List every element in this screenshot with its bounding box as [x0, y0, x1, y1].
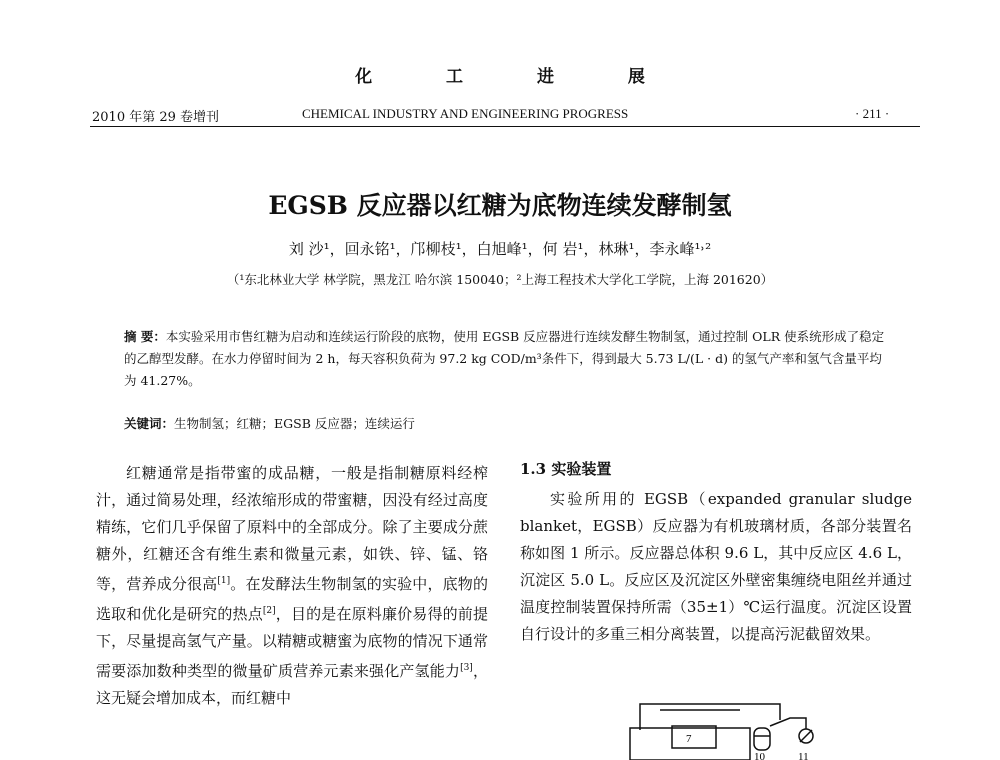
- keywords-label: 关键词：: [124, 416, 175, 431]
- keywords: [124, 414, 894, 432]
- intro-text-3: ，目的是在原料廉价易得的前提下，尽量提高氢气产量。以精糖或糖蜜为底物的情况下通常需要添加数种类型的微量矿质营养元素来强化产氢能力: [96, 605, 488, 680]
- intro-text-4: ，这无疑会增加成本，而红糖中: [96, 662, 488, 707]
- journal-name-cn: 化 工 进 展: [355, 67, 679, 87]
- figure-label-7: 7: [686, 733, 692, 745]
- paper-title: EGSB 反应器以红糖为底物连续发酵制氢: [268, 191, 732, 220]
- keywords-text: 生物制氢；红糖；EGSB 反应器；连续运行: [174, 416, 415, 431]
- citation-3: [3]: [460, 663, 473, 673]
- figure-gas-bottle: [754, 728, 770, 750]
- figure-reactor-inner: [672, 726, 716, 748]
- citation-1: [1]: [217, 576, 231, 586]
- intro-text-2: 。在发酵法生物制氢的实验中，底物的选取和优化是研究的热点: [96, 575, 488, 623]
- abstract-label: 摘 要：: [124, 329, 166, 344]
- intro-paragraph: [96, 460, 488, 712]
- apparatus-paragraph: 实验所用的 EGSB（expanded granular sludge blanket，EGSB）反应器为有机玻璃材质，各部分装置名称如图 1 所示。反应器总体积 9.6 L，其中反应区 4.6 L，沉淀区 5.0 L。反应区及沉淀区外壁密集缠绕电阻丝并通过温度控制装置保持所需（35±1）℃运行温度。沉淀区设置自行设计的多重三相分离装置，以提高污泥截留效果。: [520, 490, 912, 643]
- authors: 刘 沙¹，回永铭¹，邝柳枝¹，白旭峰¹，何 岩¹，林琳¹，李永峰¹˒²: [288, 240, 712, 258]
- apparatus-figure: [620, 690, 840, 760]
- header-rule: [90, 126, 920, 127]
- left-column: [96, 460, 488, 712]
- journal-name-en: CHEMICAL INDUSTRY AND ENGINEERING PROGRESS: [302, 106, 629, 121]
- section-heading: 1.3 实验装置: [520, 460, 612, 478]
- figure-label-10: 10: [754, 751, 765, 760]
- abstract: [124, 326, 894, 392]
- affiliation: （¹东北林业大学 林学院，黑龙江 哈尔滨 150040；²上海工程技术大学化工学院，上海 201620）: [226, 272, 774, 287]
- citation-2: [2]: [262, 606, 276, 616]
- intro-text-1: 红糖通常是指带蜜的成品糖，一般是指制糖原料经榨汁，通过简易处理，经浓缩形成的带蜜糖，因没有经过高度精练，它们几乎保留了原料中的全部成分。除了主要成分蔗糖外，红糖还含有维生素和微量元素，如铁、锌、锰、铬等，营养成分很高: [96, 464, 488, 593]
- issue-info: 2010 年第 29 卷增刊: [92, 110, 220, 125]
- abstract-text: 本实验采用市售红糖为启动和连续运行阶段的底物，使用 EGSB 反应器进行连续发酵生物制氢，通过控制 OLR 使系统形成了稳定的乙醇型发酵。在水力停留时间为 2 h，每天容积负荷为 97.2 kg COD/m³条件下，得到最大 5.73 L/(L · d) 的氢气产率和氢气含量平均为 41.27%。: [124, 329, 885, 388]
- right-column: [520, 486, 912, 648]
- figure-label-11: 11: [798, 751, 809, 760]
- page-number: · 211 ·: [855, 106, 890, 121]
